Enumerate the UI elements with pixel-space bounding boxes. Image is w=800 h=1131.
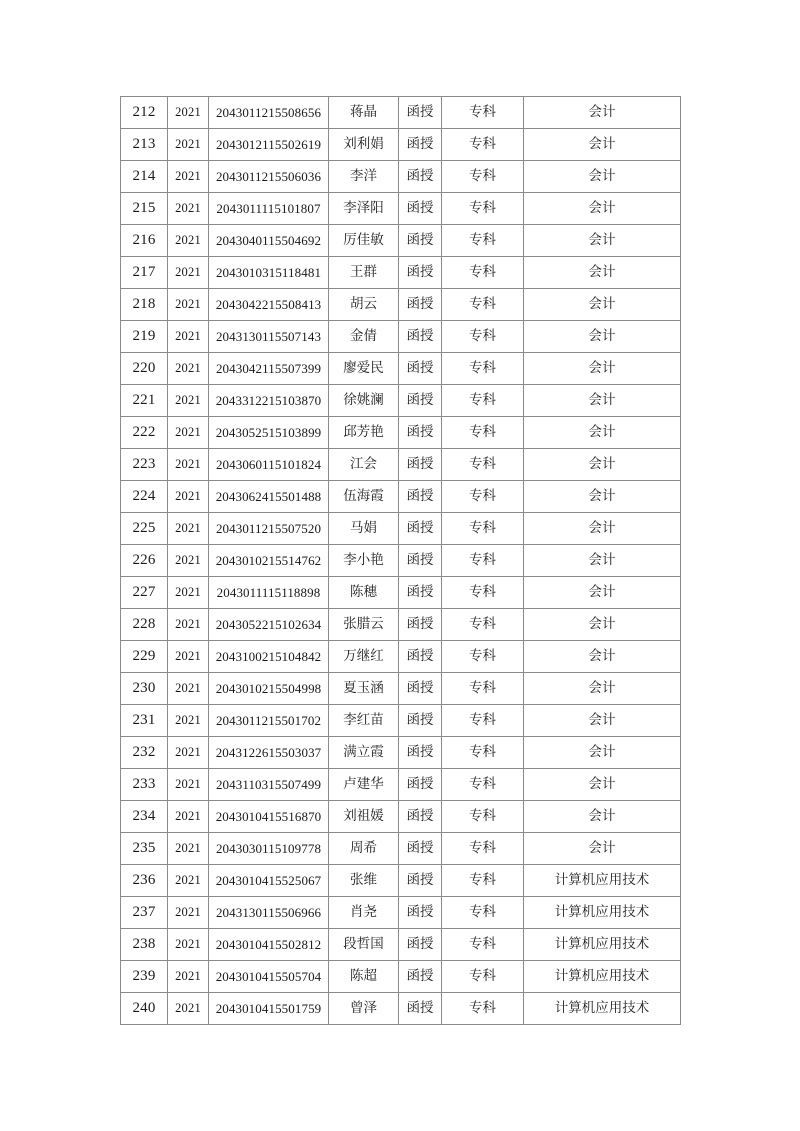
cell-education-level: 专科: [442, 225, 524, 257]
cell-student-id: 2043010415525067: [209, 865, 329, 897]
cell-sequence-number: 234: [121, 801, 168, 833]
cell-education-level: 专科: [442, 481, 524, 513]
cell-major: 会计: [524, 161, 681, 193]
table-row: [121, 577, 681, 609]
cell-study-mode: 函授: [399, 193, 442, 225]
cell-sequence-number: 219: [121, 321, 168, 353]
cell-student-name: 蒋晶: [329, 97, 399, 129]
cell-sequence-number: 228: [121, 609, 168, 641]
cell-student-id: 2043312215103870: [209, 385, 329, 417]
cell-study-mode: 函授: [399, 545, 442, 577]
cell-student-name: 江会: [329, 449, 399, 481]
cell-education-level: 专科: [442, 417, 524, 449]
cell-student-id: 2043130115506966: [209, 897, 329, 929]
cell-education-level: 专科: [442, 929, 524, 961]
cell-student-name: 肖尧: [329, 897, 399, 929]
cell-education-level: 专科: [442, 449, 524, 481]
cell-major: 会计: [524, 545, 681, 577]
table-row: [121, 737, 681, 769]
cell-student-name: 夏玉涵: [329, 673, 399, 705]
table-row: [121, 897, 681, 929]
cell-study-mode: 函授: [399, 897, 442, 929]
roster-table-body: [121, 97, 681, 1025]
cell-sequence-number: 235: [121, 833, 168, 865]
cell-enrollment-year: 2021: [168, 577, 209, 609]
cell-enrollment-year: 2021: [168, 481, 209, 513]
table-row: [121, 385, 681, 417]
cell-education-level: 专科: [442, 577, 524, 609]
cell-study-mode: 函授: [399, 97, 442, 129]
cell-major: 计算机应用技术: [524, 865, 681, 897]
cell-study-mode: 函授: [399, 705, 442, 737]
table-row: [121, 641, 681, 673]
table-row: [121, 865, 681, 897]
cell-sequence-number: 213: [121, 129, 168, 161]
cell-sequence-number: 229: [121, 641, 168, 673]
cell-major: 会计: [524, 513, 681, 545]
cell-education-level: 专科: [442, 833, 524, 865]
cell-major: 会计: [524, 97, 681, 129]
cell-student-id: 2043011215508656: [209, 97, 329, 129]
cell-enrollment-year: 2021: [168, 993, 209, 1025]
cell-study-mode: 函授: [399, 929, 442, 961]
cell-student-name: 张维: [329, 865, 399, 897]
cell-major: 会计: [524, 289, 681, 321]
cell-enrollment-year: 2021: [168, 385, 209, 417]
cell-student-id: 2043042115507399: [209, 353, 329, 385]
cell-major: 会计: [524, 577, 681, 609]
cell-student-id: 2043010215514762: [209, 545, 329, 577]
cell-sequence-number: 221: [121, 385, 168, 417]
cell-sequence-number: 223: [121, 449, 168, 481]
cell-enrollment-year: 2021: [168, 737, 209, 769]
cell-enrollment-year: 2021: [168, 513, 209, 545]
cell-enrollment-year: 2021: [168, 705, 209, 737]
cell-student-name: 刘利娟: [329, 129, 399, 161]
table-row: [121, 257, 681, 289]
cell-enrollment-year: 2021: [168, 417, 209, 449]
cell-student-name: 李小艳: [329, 545, 399, 577]
cell-education-level: 专科: [442, 321, 524, 353]
cell-study-mode: 函授: [399, 321, 442, 353]
cell-major: 计算机应用技术: [524, 897, 681, 929]
cell-education-level: 专科: [442, 673, 524, 705]
cell-study-mode: 函授: [399, 641, 442, 673]
table-row: [121, 513, 681, 545]
cell-study-mode: 函授: [399, 513, 442, 545]
cell-sequence-number: 232: [121, 737, 168, 769]
cell-education-level: 专科: [442, 705, 524, 737]
cell-sequence-number: 225: [121, 513, 168, 545]
cell-student-name: 马娟: [329, 513, 399, 545]
cell-education-level: 专科: [442, 865, 524, 897]
cell-study-mode: 函授: [399, 865, 442, 897]
cell-major: 会计: [524, 705, 681, 737]
cell-sequence-number: 231: [121, 705, 168, 737]
cell-education-level: 专科: [442, 513, 524, 545]
cell-education-level: 专科: [442, 161, 524, 193]
cell-student-name: 金倩: [329, 321, 399, 353]
cell-enrollment-year: 2021: [168, 353, 209, 385]
cell-major: 会计: [524, 417, 681, 449]
cell-student-id: 2043052215102634: [209, 609, 329, 641]
cell-student-id: 2043011215507520: [209, 513, 329, 545]
cell-student-id: 2043040115504692: [209, 225, 329, 257]
cell-student-id: 2043010415502812: [209, 929, 329, 961]
cell-sequence-number: 216: [121, 225, 168, 257]
cell-student-name: 李洋: [329, 161, 399, 193]
cell-education-level: 专科: [442, 385, 524, 417]
cell-education-level: 专科: [442, 257, 524, 289]
cell-student-id: 2043062415501488: [209, 481, 329, 513]
table-row: [121, 193, 681, 225]
cell-student-name: 廖爱民: [329, 353, 399, 385]
cell-major: 计算机应用技术: [524, 961, 681, 993]
cell-student-name: 周希: [329, 833, 399, 865]
table-row: [121, 833, 681, 865]
cell-education-level: 专科: [442, 801, 524, 833]
cell-sequence-number: 222: [121, 417, 168, 449]
cell-education-level: 专科: [442, 545, 524, 577]
cell-study-mode: 函授: [399, 257, 442, 289]
cell-education-level: 专科: [442, 129, 524, 161]
table-row: [121, 481, 681, 513]
cell-student-name: 伍海霞: [329, 481, 399, 513]
cell-education-level: 专科: [442, 353, 524, 385]
cell-major: 会计: [524, 609, 681, 641]
cell-major: 会计: [524, 673, 681, 705]
cell-student-name: 李泽阳: [329, 193, 399, 225]
cell-student-name: 胡云: [329, 289, 399, 321]
cell-student-id: 2043010215504998: [209, 673, 329, 705]
cell-student-name: 曾泽: [329, 993, 399, 1025]
cell-student-name: 陈穗: [329, 577, 399, 609]
cell-enrollment-year: 2021: [168, 321, 209, 353]
cell-sequence-number: 212: [121, 97, 168, 129]
table-row: [121, 929, 681, 961]
cell-education-level: 专科: [442, 737, 524, 769]
cell-study-mode: 函授: [399, 289, 442, 321]
table-row: [121, 97, 681, 129]
cell-major: 会计: [524, 769, 681, 801]
cell-study-mode: 函授: [399, 673, 442, 705]
cell-sequence-number: 237: [121, 897, 168, 929]
cell-study-mode: 函授: [399, 577, 442, 609]
cell-major: 会计: [524, 225, 681, 257]
student-roster-table: [120, 96, 681, 1025]
table-row: [121, 225, 681, 257]
table-row: [121, 769, 681, 801]
cell-student-name: 段哲国: [329, 929, 399, 961]
table-row: [121, 961, 681, 993]
cell-major: 计算机应用技术: [524, 993, 681, 1025]
cell-student-id: 2043010415516870: [209, 801, 329, 833]
cell-student-name: 厉佳敏: [329, 225, 399, 257]
table-row: [121, 353, 681, 385]
cell-major: 会计: [524, 385, 681, 417]
cell-student-id: 2043010415505704: [209, 961, 329, 993]
cell-study-mode: 函授: [399, 225, 442, 257]
cell-education-level: 专科: [442, 289, 524, 321]
cell-study-mode: 函授: [399, 833, 442, 865]
cell-student-name: 刘祖媛: [329, 801, 399, 833]
cell-study-mode: 函授: [399, 961, 442, 993]
table-row: [121, 289, 681, 321]
cell-major: 会计: [524, 737, 681, 769]
cell-education-level: 专科: [442, 97, 524, 129]
cell-student-id: 2043010315118481: [209, 257, 329, 289]
cell-study-mode: 函授: [399, 449, 442, 481]
cell-sequence-number: 224: [121, 481, 168, 513]
cell-major: 会计: [524, 801, 681, 833]
cell-student-name: 万继红: [329, 641, 399, 673]
cell-student-id: 2043052515103899: [209, 417, 329, 449]
cell-enrollment-year: 2021: [168, 673, 209, 705]
table-row: [121, 993, 681, 1025]
table-row: [121, 673, 681, 705]
cell-student-id: 2043030115109778: [209, 833, 329, 865]
cell-education-level: 专科: [442, 769, 524, 801]
cell-education-level: 专科: [442, 609, 524, 641]
cell-enrollment-year: 2021: [168, 833, 209, 865]
cell-education-level: 专科: [442, 993, 524, 1025]
cell-student-id: 2043010415501759: [209, 993, 329, 1025]
cell-enrollment-year: 2021: [168, 929, 209, 961]
cell-study-mode: 函授: [399, 481, 442, 513]
cell-major: 会计: [524, 641, 681, 673]
cell-student-name: 满立霞: [329, 737, 399, 769]
cell-study-mode: 函授: [399, 353, 442, 385]
cell-student-id: 2043110315507499: [209, 769, 329, 801]
cell-student-id: 2043100215104842: [209, 641, 329, 673]
cell-enrollment-year: 2021: [168, 97, 209, 129]
cell-student-name: 王群: [329, 257, 399, 289]
table-row: [121, 417, 681, 449]
cell-sequence-number: 240: [121, 993, 168, 1025]
cell-major: 会计: [524, 449, 681, 481]
cell-study-mode: 函授: [399, 993, 442, 1025]
cell-enrollment-year: 2021: [168, 609, 209, 641]
cell-enrollment-year: 2021: [168, 257, 209, 289]
cell-study-mode: 函授: [399, 769, 442, 801]
cell-study-mode: 函授: [399, 801, 442, 833]
cell-sequence-number: 227: [121, 577, 168, 609]
cell-student-id: 2043011115101807: [209, 193, 329, 225]
cell-student-name: 邱芳艳: [329, 417, 399, 449]
cell-sequence-number: 230: [121, 673, 168, 705]
table-row: [121, 801, 681, 833]
cell-student-id: 2043060115101824: [209, 449, 329, 481]
cell-sequence-number: 239: [121, 961, 168, 993]
cell-major: 会计: [524, 833, 681, 865]
table-row: [121, 129, 681, 161]
cell-enrollment-year: 2021: [168, 641, 209, 673]
cell-education-level: 专科: [442, 193, 524, 225]
cell-education-level: 专科: [442, 641, 524, 673]
cell-student-id: 2043012115502619: [209, 129, 329, 161]
cell-major: 会计: [524, 193, 681, 225]
cell-enrollment-year: 2021: [168, 225, 209, 257]
cell-enrollment-year: 2021: [168, 193, 209, 225]
cell-sequence-number: 214: [121, 161, 168, 193]
cell-education-level: 专科: [442, 961, 524, 993]
cell-major: 计算机应用技术: [524, 929, 681, 961]
cell-student-name: 卢建华: [329, 769, 399, 801]
cell-enrollment-year: 2021: [168, 897, 209, 929]
cell-major: 会计: [524, 129, 681, 161]
cell-student-id: 2043042215508413: [209, 289, 329, 321]
cell-enrollment-year: 2021: [168, 129, 209, 161]
cell-sequence-number: 238: [121, 929, 168, 961]
cell-major: 会计: [524, 353, 681, 385]
cell-student-name: 徐姚澜: [329, 385, 399, 417]
cell-student-id: 2043130115507143: [209, 321, 329, 353]
cell-enrollment-year: 2021: [168, 769, 209, 801]
cell-enrollment-year: 2021: [168, 545, 209, 577]
table-row: [121, 705, 681, 737]
cell-major: 会计: [524, 257, 681, 289]
cell-sequence-number: 217: [121, 257, 168, 289]
table-row: [121, 161, 681, 193]
table-row: [121, 449, 681, 481]
cell-student-id: 2043011215506036: [209, 161, 329, 193]
cell-education-level: 专科: [442, 897, 524, 929]
cell-student-name: 张腊云: [329, 609, 399, 641]
cell-enrollment-year: 2021: [168, 961, 209, 993]
cell-study-mode: 函授: [399, 161, 442, 193]
cell-study-mode: 函授: [399, 417, 442, 449]
cell-sequence-number: 220: [121, 353, 168, 385]
cell-major: 会计: [524, 321, 681, 353]
cell-enrollment-year: 2021: [168, 289, 209, 321]
table-row: [121, 609, 681, 641]
cell-major: 会计: [524, 481, 681, 513]
cell-sequence-number: 215: [121, 193, 168, 225]
cell-student-name: 李红苗: [329, 705, 399, 737]
cell-enrollment-year: 2021: [168, 161, 209, 193]
table-row: [121, 545, 681, 577]
cell-enrollment-year: 2021: [168, 801, 209, 833]
cell-enrollment-year: 2021: [168, 865, 209, 897]
cell-student-id: 2043122615503037: [209, 737, 329, 769]
cell-student-id: 2043011215501702: [209, 705, 329, 737]
cell-sequence-number: 233: [121, 769, 168, 801]
cell-student-name: 陈超: [329, 961, 399, 993]
roster-table-container: [120, 96, 680, 1025]
cell-study-mode: 函授: [399, 385, 442, 417]
cell-student-id: 2043011115118898: [209, 577, 329, 609]
cell-enrollment-year: 2021: [168, 449, 209, 481]
cell-study-mode: 函授: [399, 737, 442, 769]
cell-sequence-number: 236: [121, 865, 168, 897]
cell-sequence-number: 226: [121, 545, 168, 577]
cell-study-mode: 函授: [399, 129, 442, 161]
cell-sequence-number: 218: [121, 289, 168, 321]
cell-study-mode: 函授: [399, 609, 442, 641]
table-row: [121, 321, 681, 353]
